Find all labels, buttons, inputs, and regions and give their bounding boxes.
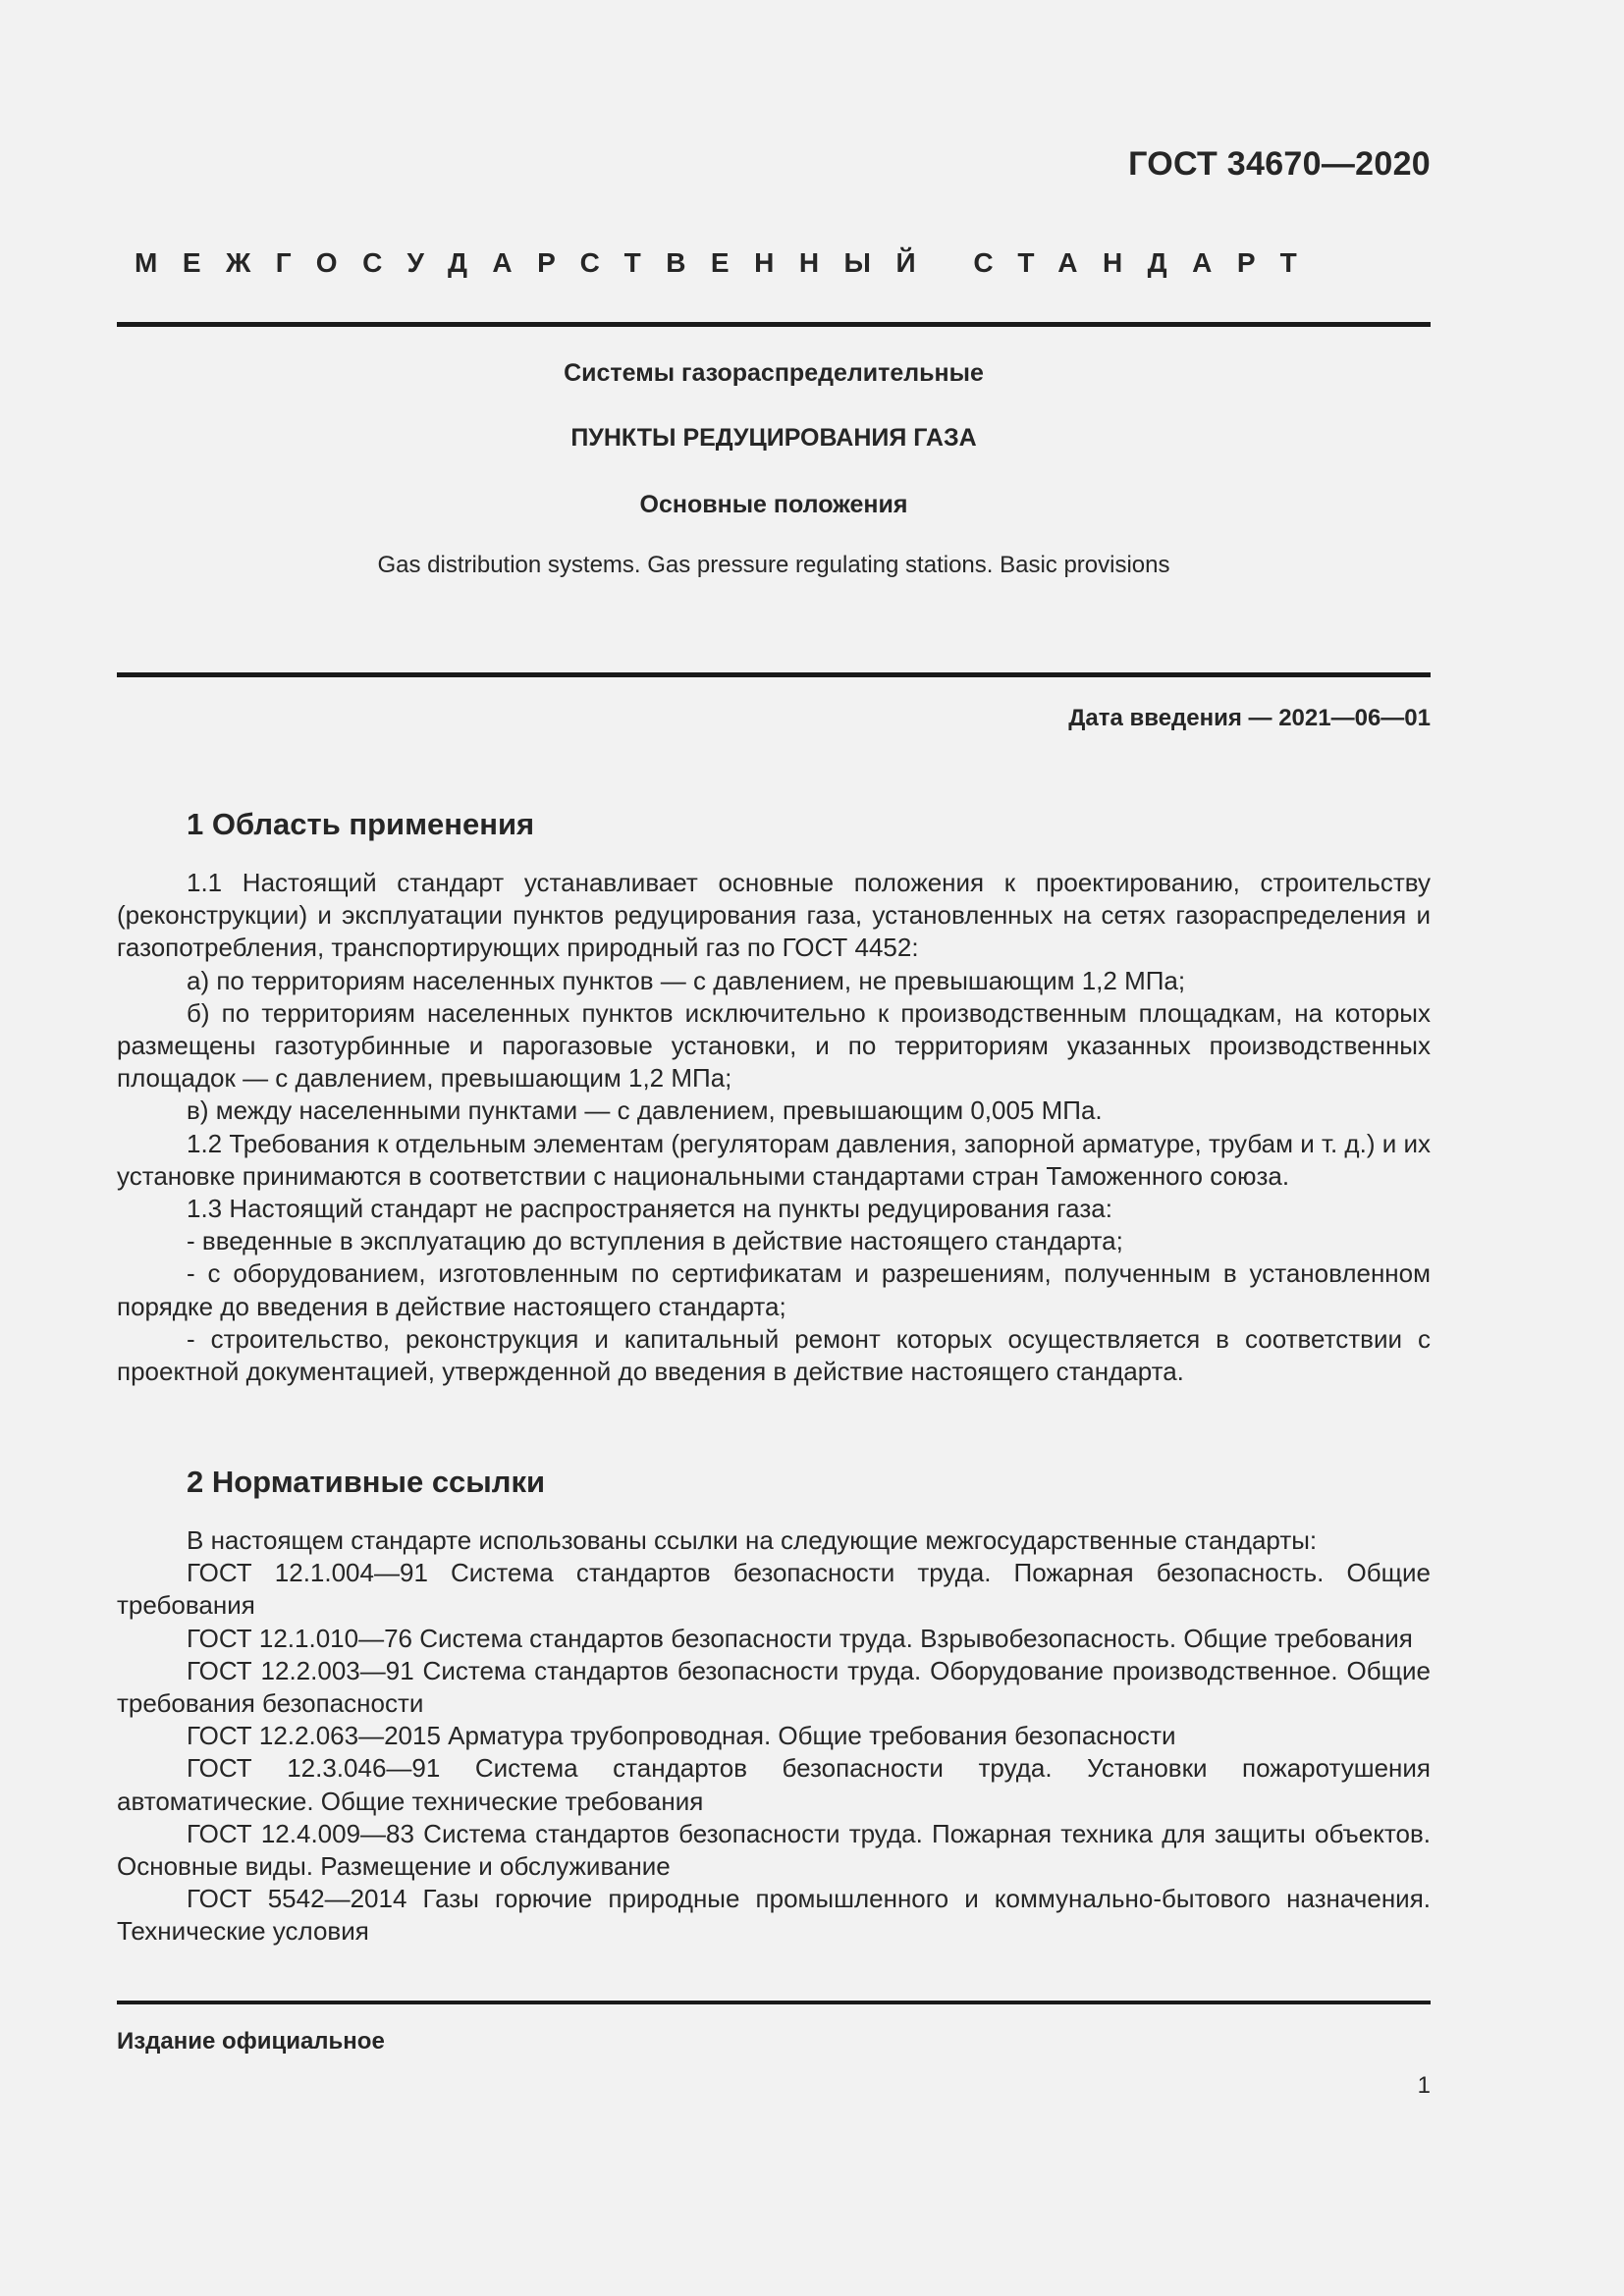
list-item: - с оборудованием, изготовленным по сертификатам и разрешениям, полученным в установленном порядке до введения в действие настоящего стандарта;: [117, 1258, 1431, 1321]
section-normative-references: [117, 1463, 1431, 1949]
section-heading: 2 Нормативные ссылки: [187, 1465, 546, 1499]
title-series: Системы газораспределительные: [564, 359, 984, 387]
top-divider: [117, 322, 1431, 327]
introduction-date: Дата введения — 2021—06—01: [1068, 705, 1431, 731]
reference-item: ГОСТ 5542—2014 Газы горючие природные промышленного и коммунально-бытового назначения. Технические условия: [117, 1884, 1431, 1947]
list-item: в) между населенными пунктами — с давлением, превышающим 0,005 МПа.: [187, 1095, 1103, 1126]
section-heading: 1 Область применения: [187, 807, 535, 841]
paragraph: В настоящем стандарте использованы ссылки на следующие межгосударственные стандарты:: [187, 1525, 1318, 1555]
document-number: ГОСТ 34670—2020: [1128, 145, 1431, 183]
reference-item: ГОСТ 12.1.004—91 Система стандартов безопасности труда. Пожарная безопасность. Общие требования: [117, 1558, 1431, 1621]
official-edition-label: Издание официальное: [117, 2028, 385, 2055]
title-divider: [117, 672, 1431, 677]
section-scope: [117, 805, 1431, 1388]
paragraph: 1.2 Требования к отдельным элементам (регуляторам давления, запорной арматуре, трубам и т. д.) и их установке принимаются в соответствии с национальными стандартами стран Таможенного союза.: [117, 1128, 1431, 1191]
reference-item: ГОСТ 12.2.003—91 Система стандартов безопасности труда. Оборудование производственное. Общие требования безопасности: [117, 1655, 1431, 1719]
reference-item: ГОСТ 12.4.009—83 Система стандартов безопасности труда. Пожарная техника для защиты объектов. Основные виды. Размещение и обслуживание: [117, 1818, 1431, 1882]
reference-item: ГОСТ 12.1.010—76 Система стандартов безопасности труда. Взрывобезопасность. Общие требования: [187, 1623, 1413, 1653]
footer-divider: [117, 2001, 1431, 2004]
reference-item: ГОСТ 12.3.046—91 Система стандартов безопасности труда. Установки пожаротушения автоматические. Общие технические требования: [117, 1753, 1431, 1816]
standard-type-banner: МЕЖГОСУДАРСТВЕННЫЙ СТАНДАРТ: [135, 247, 1323, 278]
paragraph: 1.3 Настоящий стандарт не распространяется на пункты редуцирования газа:: [187, 1194, 1112, 1224]
list-item: б) по территориям населенных пунктов исключительно к производственным площадкам, на которых размещены газотурбинные и парогазовые установки, и по территориям указанных производственных площадок — с давлением, превышающим 1,2 МПа;: [117, 997, 1431, 1094]
title-main: ПУНКТЫ РЕДУЦИРОВАНИЯ ГАЗА: [570, 424, 977, 452]
reference-item: ГОСТ 12.2.063—2015 Арматура трубопроводная. Общие требования безопасности: [187, 1721, 1176, 1751]
page-number: 1: [1417, 2072, 1431, 2099]
title-english: Gas distribution systems. Gas pressure regulating stations. Basic provisions: [377, 552, 1170, 578]
title-subtitle: Основные положения: [639, 491, 908, 518]
list-item: а) по территориям населенных пунктов — с давлением, не превышающим 1,2 МПа;: [187, 965, 1186, 995]
list-item: - строительство, реконструкция и капитальный ремонт которых осуществляется в соответствии с проектной документацией, утвержденной до введения в действие настоящего стандарта.: [117, 1323, 1431, 1387]
paragraph: 1.1 Настоящий стандарт устанавливает основные положения к проектированию, строительству (реконструкции) и эксплуатации пунктов редуцирования газа, установленных на сетях газораспределения и газопотребления, транспортирующих природный газ по ГОСТ 4452:: [117, 868, 1431, 963]
list-item: - введенные в эксплуатацию до вступления в действие настоящего стандарта;: [187, 1226, 1123, 1256]
